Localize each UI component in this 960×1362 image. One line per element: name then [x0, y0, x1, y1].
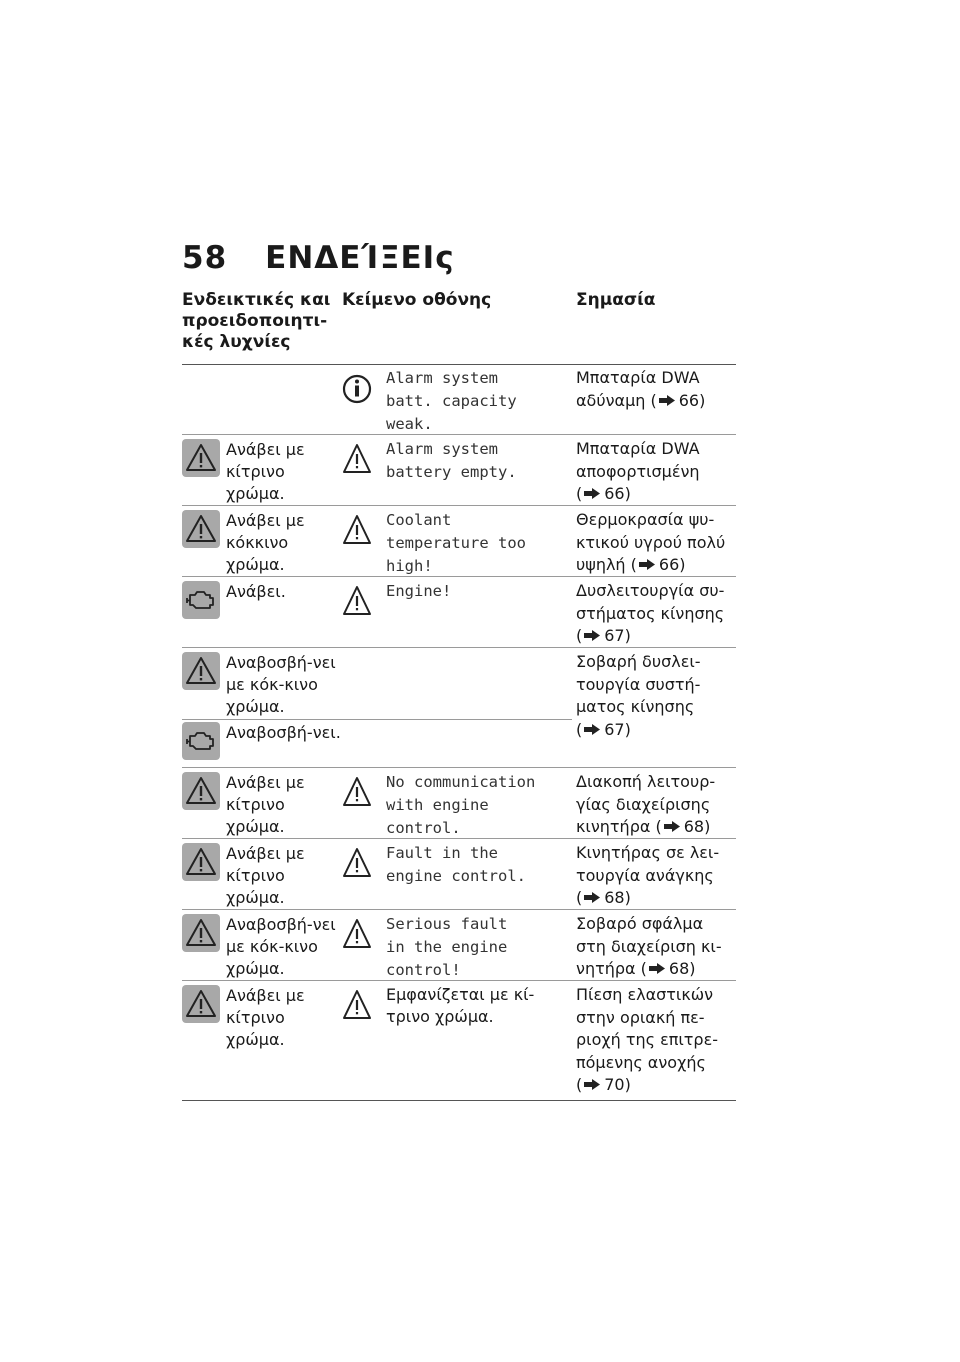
display-text: Alarm system battery empty. — [386, 440, 517, 481]
page-ref[interactable]: 70) — [604, 1075, 631, 1094]
display-text: Fault in the engine control. — [386, 844, 526, 885]
display-text: Coolant temperature too high! — [386, 511, 526, 575]
table-row — [182, 767, 736, 839]
engine-icon — [182, 722, 220, 760]
arrow-right-icon — [649, 963, 665, 974]
warning-triangle-icon — [182, 439, 220, 477]
warning-triangle-icon — [182, 985, 220, 1023]
warning-triangle-icon — [342, 510, 372, 552]
page-ref[interactable]: 67) — [604, 626, 631, 645]
page-title — [182, 240, 455, 276]
table-row — [182, 364, 736, 434]
lamp-description: Ανάβει με κίτρινο χρώμα. — [226, 986, 305, 1049]
table-row — [182, 576, 736, 648]
arrow-right-icon — [584, 488, 600, 499]
warning-triangle-icon — [182, 652, 220, 690]
arrow-right-icon — [664, 821, 680, 832]
arrow-right-icon — [659, 395, 675, 406]
display-text: No communication with engine control. — [386, 773, 536, 837]
column-headers — [182, 290, 738, 362]
display-text: Εμφανίζεται με κί-τρινο χρώμα. — [386, 985, 535, 1026]
display-text: Serious fault in the engine control! — [386, 915, 508, 979]
page-ref[interactable]: 67) — [604, 719, 631, 739]
table-row — [182, 434, 736, 506]
meaning-text: Δυσλειτουργία συ-στήματος κίνησης ( 67) — [576, 581, 725, 645]
arrow-right-icon — [584, 1079, 600, 1090]
display-text: Engine! — [386, 582, 452, 600]
meaning-text: Πίεση ελαστικών στην οριακή πε-ριοχή της επιτρε-πόμενης ανοχής ( 70) — [576, 985, 718, 1094]
warning-triangle-icon — [182, 914, 220, 952]
warning-triangle-icon — [342, 985, 372, 1027]
page-ref[interactable]: 68) — [668, 959, 696, 978]
page-ref[interactable]: 66) — [604, 484, 631, 503]
page-ref[interactable]: 66) — [678, 390, 706, 410]
meaning-text: Θερμοκρασία ψυ-κτικού υγρού πολύ υψηλή ( 66) — [576, 510, 726, 574]
warning-triangle-icon — [182, 510, 220, 548]
lamp-description: Αναβοσβή-νει με κόκ-κινο χρώμα. — [226, 915, 336, 978]
display-text: Alarm system batt. capacity weak. — [386, 369, 517, 433]
meaning-text: Μπαταρία DWA αδύναμη ( 66) — [576, 368, 706, 410]
table-row-group — [182, 647, 736, 768]
lamp-description: Ανάβει με κίτρινο χρώμα. — [226, 440, 305, 503]
header-meaning: Σημασία — [576, 290, 656, 310]
page-number: 58 — [182, 240, 228, 276]
table-row — [182, 838, 736, 910]
meaning-text: Σοβαρό σφάλμα στη διαχείριση κι-νητήρα ( 68) — [576, 914, 722, 978]
page-ref[interactable]: 68) — [683, 817, 711, 836]
row-divider — [182, 719, 572, 720]
lamp-description: Αναβοσβή-νει. — [226, 723, 341, 742]
warning-triangle-icon — [182, 843, 220, 881]
warning-triangle-icon — [342, 439, 372, 481]
warning-triangle-icon — [342, 581, 372, 623]
header-display: Κείμενο οθόνης — [342, 290, 492, 310]
meaning-text: Κινητήρας σε λει-τουργία ανάγκης ( 68) — [576, 843, 720, 907]
table-row — [182, 505, 736, 577]
lamp-description: Ανάβει με κόκκινο χρώμα. — [226, 511, 305, 574]
arrow-right-icon — [584, 892, 600, 903]
lamp-description: Αναβοσβή-νει με κόκ-κινο χρώμα. — [226, 653, 336, 716]
table-row — [182, 909, 736, 981]
page-ref[interactable]: 66) — [658, 555, 686, 574]
arrow-right-icon — [639, 559, 655, 570]
lamp-description: Ανάβει με κίτρινο χρώμα. — [226, 773, 305, 836]
lamp-description: Ανάβει. — [226, 582, 286, 601]
warning-triangle-icon — [342, 914, 372, 956]
page-ref[interactable]: 68) — [604, 888, 631, 907]
table-row — [182, 980, 736, 1101]
engine-icon — [182, 581, 220, 619]
warning-triangle-icon — [342, 772, 372, 814]
header-lamps: Ενδεικτικές και προειδοποιητι-κές λυχνίες — [182, 290, 331, 352]
section-title: ΕΝΔΕΊΞΕΙς — [265, 240, 455, 276]
meaning-text: Σοβαρή δυσλει-τουργία συστή-ματος κίνησης ( 67) — [576, 652, 701, 739]
warning-triangle-icon — [182, 772, 220, 810]
arrow-right-icon — [584, 724, 600, 735]
arrow-right-icon — [584, 630, 600, 641]
info-icon — [342, 368, 372, 410]
lamp-description: Ανάβει με κίτρινο χρώμα. — [226, 844, 305, 907]
meaning-text: Μπαταρία DWA αποφορτισμένη ( 66) — [576, 439, 700, 503]
meaning-text: Διακοπή λειτουρ-γίας διαχείρισης κινητήρα ( 68) — [576, 772, 716, 836]
warning-triangle-icon — [342, 843, 372, 885]
